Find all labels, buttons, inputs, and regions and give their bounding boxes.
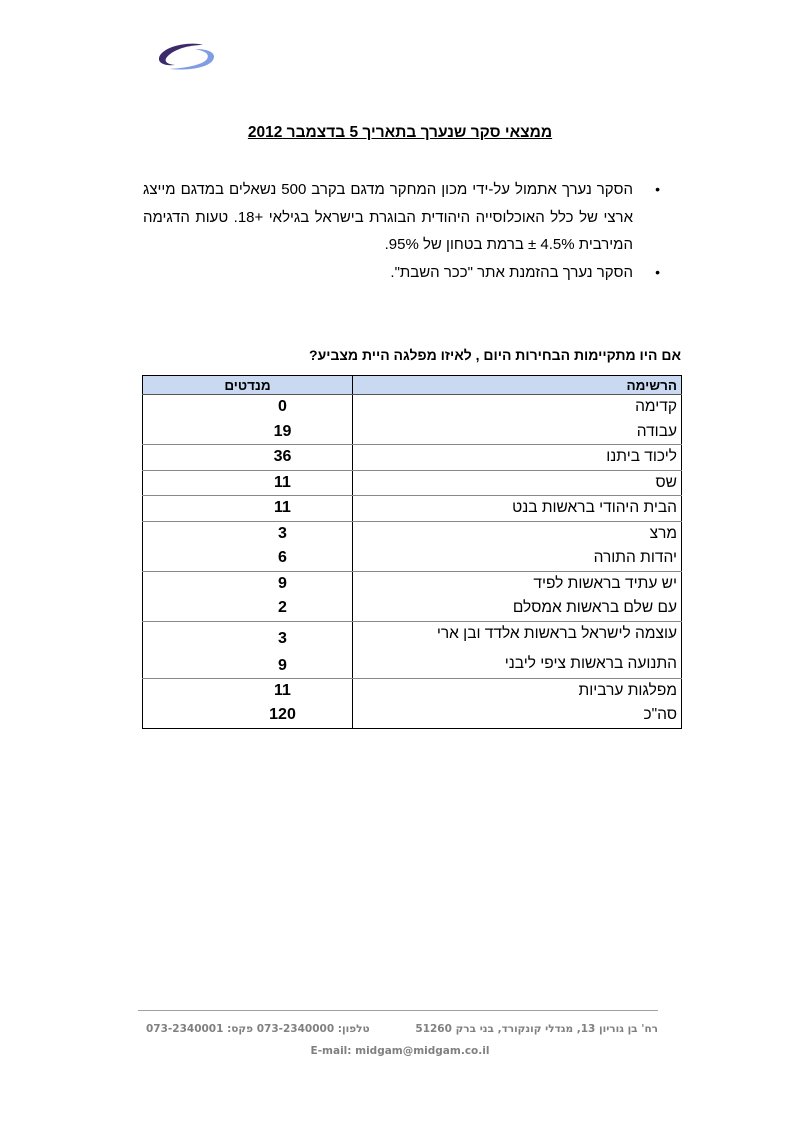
table-header-row [143,376,682,395]
table-group [143,621,682,678]
header-seats: מנדטים [143,376,353,395]
seat-count: 19 [273,422,292,440]
seat-count: 11 [274,681,291,699]
party-name: הבית היהודי בראשות בנט [512,499,677,516]
table-row [143,678,682,728]
table-row [143,470,682,496]
table-group [143,470,682,496]
party-name: מפלגות ערביות [578,681,677,699]
survey-note-methodology: • הסקר נערך אתמול על-ידי מכון המחקר מדגם בקרב 500 נשאלים במדגם מייצג ארצי של כלל האוכלוסייה היהודית הבוגרת בישראל בגילאי +18. טעות הדגימה המירבית 4.5% ± ברמת בטחון של 95%. [143,176,663,259]
seat-count: 0 [278,398,287,415]
party-name: ליכוד ביתנו [606,448,677,465]
party-name: שס [655,473,677,491]
table-row [143,395,682,445]
seat-count: 120 [269,706,296,723]
table-row [143,521,682,571]
table-row [143,571,682,621]
party-name: עם שלם בראשות אמסלם [512,599,677,616]
party-name: יש עתיד בראשות לפיד [533,574,677,592]
footer-divider [138,1010,658,1011]
table-row [143,445,682,471]
table-group [143,496,682,522]
table-row [143,621,682,678]
header-list: הרשימה [353,376,682,395]
seat-count: 9 [278,574,287,592]
results-table [142,375,682,729]
seat-count: 36 [273,448,292,465]
survey-note-sponsor: • הסקר נערך בהזמנת אתר "ככר השבת". [143,259,663,287]
swoosh-logo-icon [155,40,217,74]
party-name: מרצ [649,524,677,542]
table-group [143,571,682,621]
seat-count: 11 [274,499,291,516]
table-group [143,395,682,445]
table-group [143,445,682,471]
footer-contact [146,1023,658,1035]
footer-address: רח' בן גוריון 13, מגדלי קונקורד, בני ברק 51260 [415,1023,658,1035]
footer-phone-fax: טלפון: 073-2340000 פקס: 073-2340001 [146,1023,370,1035]
table-group [143,678,682,728]
seat-count: 9 [278,656,287,674]
party-name: עוצמה לישראל בראשות אלדד ובן ארי [436,624,677,642]
party-name: התנועה בראשות ציפי ליבני [504,654,677,672]
company-logo [155,40,217,74]
survey-notes [143,176,663,286]
seat-count: 3 [278,629,287,647]
seat-count: 11 [274,473,291,491]
survey-question: אם היו מתקיימות הבחירות היום , לאיזו מפלגה היית מצביע? [309,347,681,363]
table-group [143,521,682,571]
party-name: יהדות התורה [593,549,677,566]
table-row [143,496,682,522]
footer-email: E-mail: midgam@midgam.co.il [310,1045,490,1057]
party-name: עבודה [636,422,677,440]
seat-count: 2 [278,599,287,616]
party-name: קדימה [635,398,677,415]
document-title: ממצאי סקר שנערך בתאריך 5 בדצמבר 2012 [247,124,553,141]
party-name: סה"כ [643,706,677,723]
seat-count: 6 [278,549,287,566]
seat-count: 3 [278,524,287,542]
